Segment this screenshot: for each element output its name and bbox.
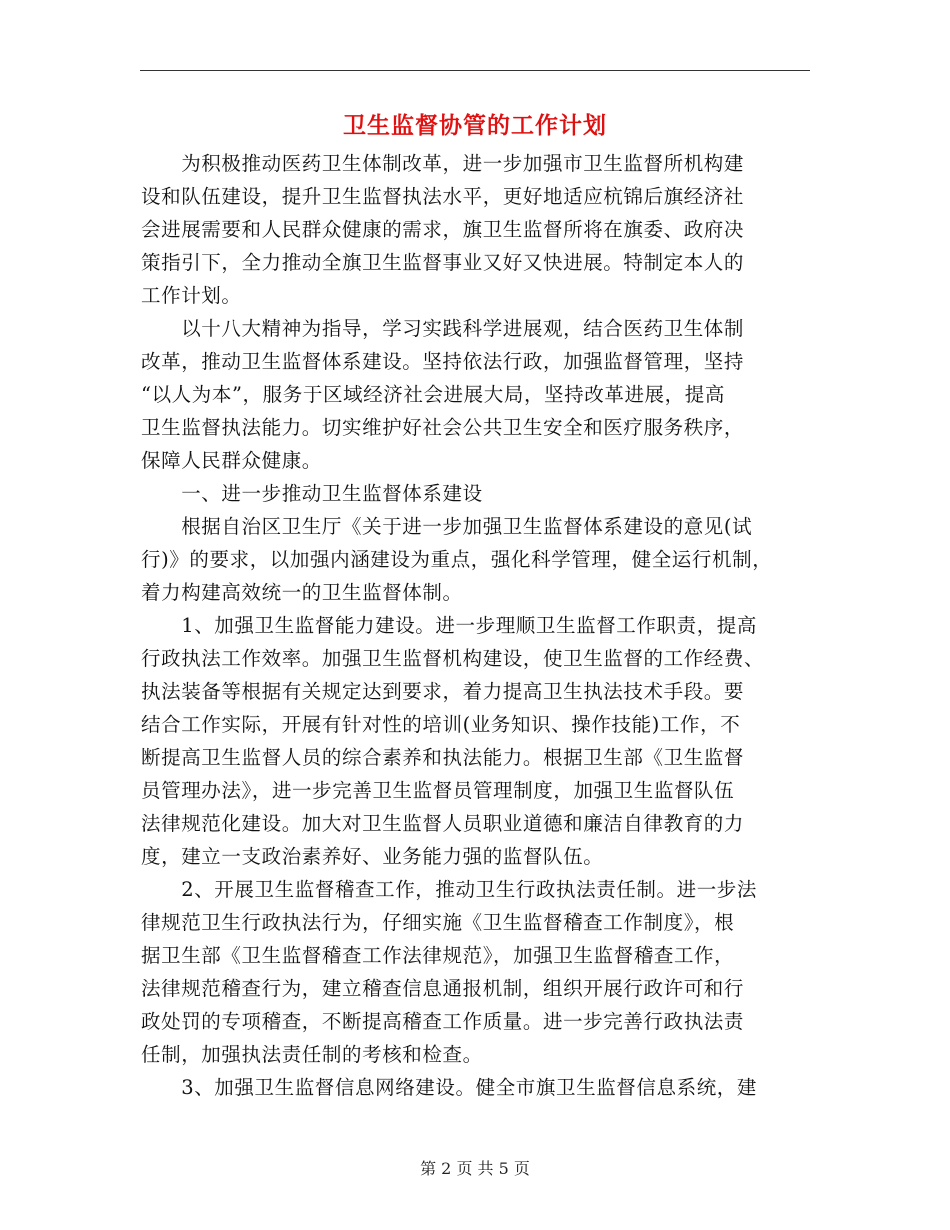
body-line: 1、加强卫生监督能力建设。进一步理顺卫生监督工作职责，提高	[141, 614, 758, 637]
page-number: 第 2 页 共 5 页	[420, 1159, 530, 1178]
body-line: 法律规范化建设。加大对卫生监督人员职业道德和廉洁自律教育的力	[141, 812, 745, 835]
body-line: 策指引下，全力推动全旗卫生监督事业又好又快进展。特制定本人的	[141, 251, 745, 274]
body-line: 行)》的要求，以加强内涵建设为重点，强化科学管理，健全运行机制，	[141, 548, 773, 571]
document-title: 卫生监督协管的工作计划	[343, 112, 607, 139]
body-line: 根据自治区卫生厅《关于进一步加强卫生监督体系建设的意见(试	[141, 515, 753, 538]
body-line: 会进展需要和人民群众健康的需求，旗卫生监督所将在旗委、政府决	[141, 218, 745, 241]
body-line: 3、加强卫生监督信息网络建设。健全市旗卫生监督信息系统，建	[141, 1076, 758, 1099]
section-heading: 一、进一步推动卫生监督体系建设	[141, 482, 483, 505]
body-line: 改革，推动卫生监督体系建设。坚持依法行政，加强监督管理，坚持	[141, 350, 745, 373]
header-rule	[140, 70, 810, 71]
body-line: 结合工作实际，开展有针对性的培训(业务知识、操作技能)工作，不	[141, 713, 741, 736]
body-line: 设和队伍建设，提升卫生监督执法水平，更好地适应杭锦后旗经济社	[141, 185, 745, 208]
body-line: 据卫生部《卫生监督稽查工作法律规范》，加强卫生监督稽查工作，	[141, 944, 735, 967]
body-line: 着力构建高效统一的卫生监督体制。	[141, 581, 463, 604]
body-line: 以十八大精神为指导，学习实践科学进展观，结合医药卫生体制	[141, 317, 745, 340]
body-line: 保障人民群众健康。	[141, 449, 322, 472]
body-line: 律规范卫生行政执法行为，仔细实施《卫生监督稽查工作制度》，根	[141, 911, 735, 934]
body-line: 断提高卫生监督人员的综合素养和执法能力。根据卫生部《卫生监督	[141, 746, 745, 769]
body-line: 员管理办法》，进一步完善卫生监督员管理制度，加强卫生监督队伍	[141, 779, 735, 802]
body-line: 任制，加强执法责任制的考核和检查。	[141, 1043, 483, 1066]
body-line: 法律规范稽查行为，建立稽查信息通报机制，组织开展行政许可和行	[141, 977, 745, 1000]
body-line: 度，建立一支政治素养好、业务能力强的监督队伍。	[141, 845, 604, 868]
body-line: 为积极推动医药卫生体制改革，进一步加强市卫生监督所机构建	[141, 152, 745, 175]
body-line: 执法装备等根据有关规定达到要求，着力提高卫生执法技术手段。要	[141, 680, 745, 703]
body-line: 卫生监督执法能力。切实维护好社会公共卫生安全和医疗服务秩序，	[141, 416, 745, 439]
body-line: 2、开展卫生监督稽查工作，推动卫生行政执法责任制。进一步法	[141, 878, 758, 901]
body-line: 政处罚的专项稽查，不断提高稽查工作质量。进一步完善行政执法责	[141, 1010, 745, 1033]
body-line: 工作计划。	[141, 284, 242, 307]
body-line: 行政执法工作效率。加强卫生监督机构建设，使卫生监督的工作经费、	[141, 647, 765, 670]
body-line: “以人为本”，服务于区域经济社会进展大局，坚持改革进展，提高	[141, 383, 725, 406]
